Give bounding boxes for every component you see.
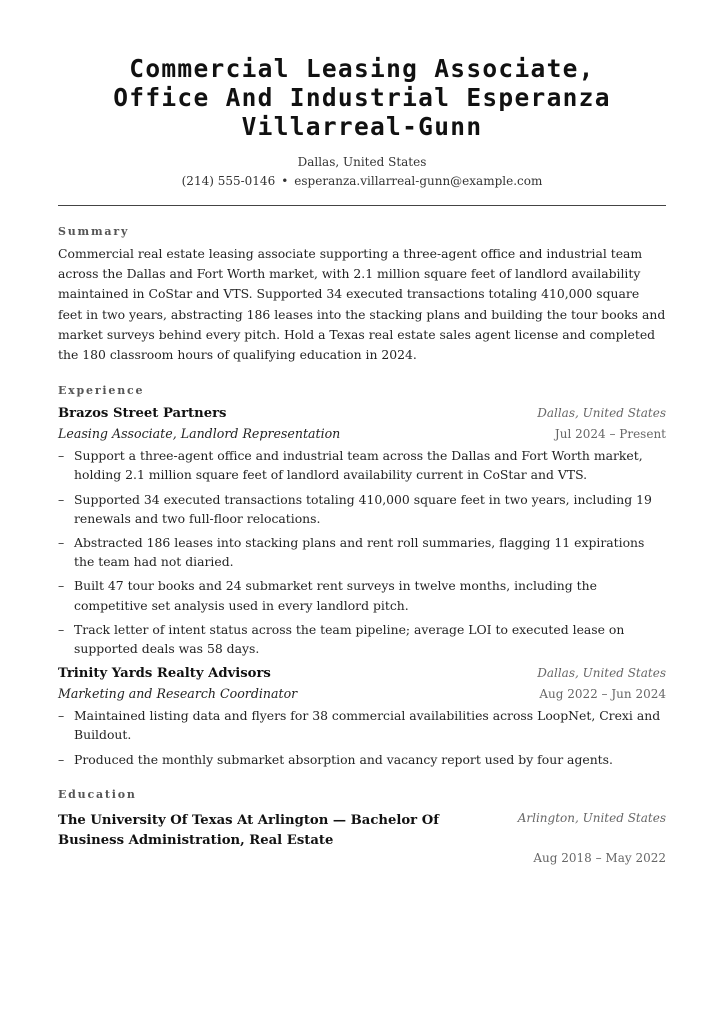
school-line: The University Of Texas At Arlington — Bachelor Of: [58, 812, 439, 828]
bullet-dash: –: [58, 535, 65, 551]
list-item: [58, 620, 666, 658]
phone: (214) 555-0146: [181, 174, 276, 188]
title-line: Office And Industrial Esperanza: [113, 83, 611, 112]
school-degree: [58, 811, 458, 851]
job-role: Marketing and Research Coordinator: [58, 686, 298, 702]
bullet-dash: –: [58, 708, 65, 724]
page-title: [48, 54, 676, 141]
header-divider: [58, 205, 666, 206]
bullet-dash: –: [58, 751, 65, 767]
section-heading-education: Education: [58, 787, 137, 801]
job-location: Dallas, United States: [537, 666, 666, 681]
bullet-text: Abstracted 186 leases into stacking plans and rent roll summaries, flagging 11 expirations the team had not diaried.: [74, 535, 645, 570]
title-line: Villarreal-Gunn: [241, 112, 483, 141]
title-line: Commercial Leasing Associate,: [129, 54, 595, 83]
education-entry: [58, 811, 666, 851]
email-link[interactable]: esperanza.villarreal-gunn@example.com: [294, 174, 543, 188]
list-item: [58, 750, 666, 769]
bullet-text: Produced the monthly submarket absorption and vacancy report used by four agents.: [74, 751, 613, 767]
job-location: Dallas, United States: [537, 406, 666, 421]
bullet-text: Support a three-agent office and industrial team across the Dallas and Fort Worth market, holding 2.1 million square feet of landlord availability current in CoStar and VTS.: [74, 448, 643, 483]
bullet-list: [58, 446, 666, 658]
bullet-text: Supported 34 executed transactions totaling 410,000 square feet in two years, including 19 renewals and two full-floor relocations.: [74, 491, 652, 526]
list-item: [58, 576, 666, 614]
job-entry: [58, 404, 666, 658]
job-role: Leasing Associate, Landlord Representation: [58, 426, 341, 442]
bullet-list: [58, 706, 666, 769]
contact-line: [58, 172, 666, 190]
education-location: Arlington, United States: [517, 810, 666, 825]
list-item: [58, 706, 666, 744]
bullet-dash: –: [58, 621, 65, 637]
list-item: [58, 533, 666, 571]
list-item: [58, 446, 666, 484]
section-heading-summary: Summary: [58, 225, 130, 238]
company-name: Trinity Yards Realty Advisors: [58, 666, 271, 682]
bullet-text: Maintained listing data and flyers for 38 commercial availabilities across LoopNet, Crexi and Buildout.: [74, 708, 661, 743]
education-dates: Aug 2018 – May 2022: [533, 850, 666, 865]
summary-text: Commercial real estate leasing associate supporting a three-agent office and industrial team across the Dallas and Fort Worth market, with 2.1 million square feet of landlord availability maintained in CoStar and VTS. Supported 34 executed transactions totaling 410,000 square feet in two years, abstracting 186 leases into the stacking plans and building the tour books and market surveys behind every pitch. Hold a Texas real estate sales agent license and completed the 180 classroom hours of qualifying education in 2024.: [58, 246, 666, 363]
school-line: Business Administration, Real Estate: [58, 832, 334, 848]
section-heading-experience: Experience: [58, 384, 145, 398]
bullet-text: Track letter of intent status across the team pipeline; average LOI to executed lease on supported deals was 58 days.: [74, 621, 625, 657]
list-item: [58, 490, 666, 528]
bullet-dash: –: [58, 448, 65, 464]
job-dates: Jul 2024 – Present: [554, 427, 666, 442]
job-entry: [58, 664, 666, 769]
job-dates: Aug 2022 – Jun 2024: [539, 687, 666, 702]
location: Dallas, United States: [297, 155, 427, 169]
separator-dot: •: [281, 174, 289, 188]
bullet-text: Built 47 tour books and 24 submarket rent surveys in twelve months, including the competitive set analysis used in every landlord pitch.: [74, 578, 597, 613]
bullet-dash: –: [58, 491, 65, 507]
bullet-dash: –: [58, 578, 65, 594]
company-name: Brazos Street Partners: [58, 406, 227, 422]
